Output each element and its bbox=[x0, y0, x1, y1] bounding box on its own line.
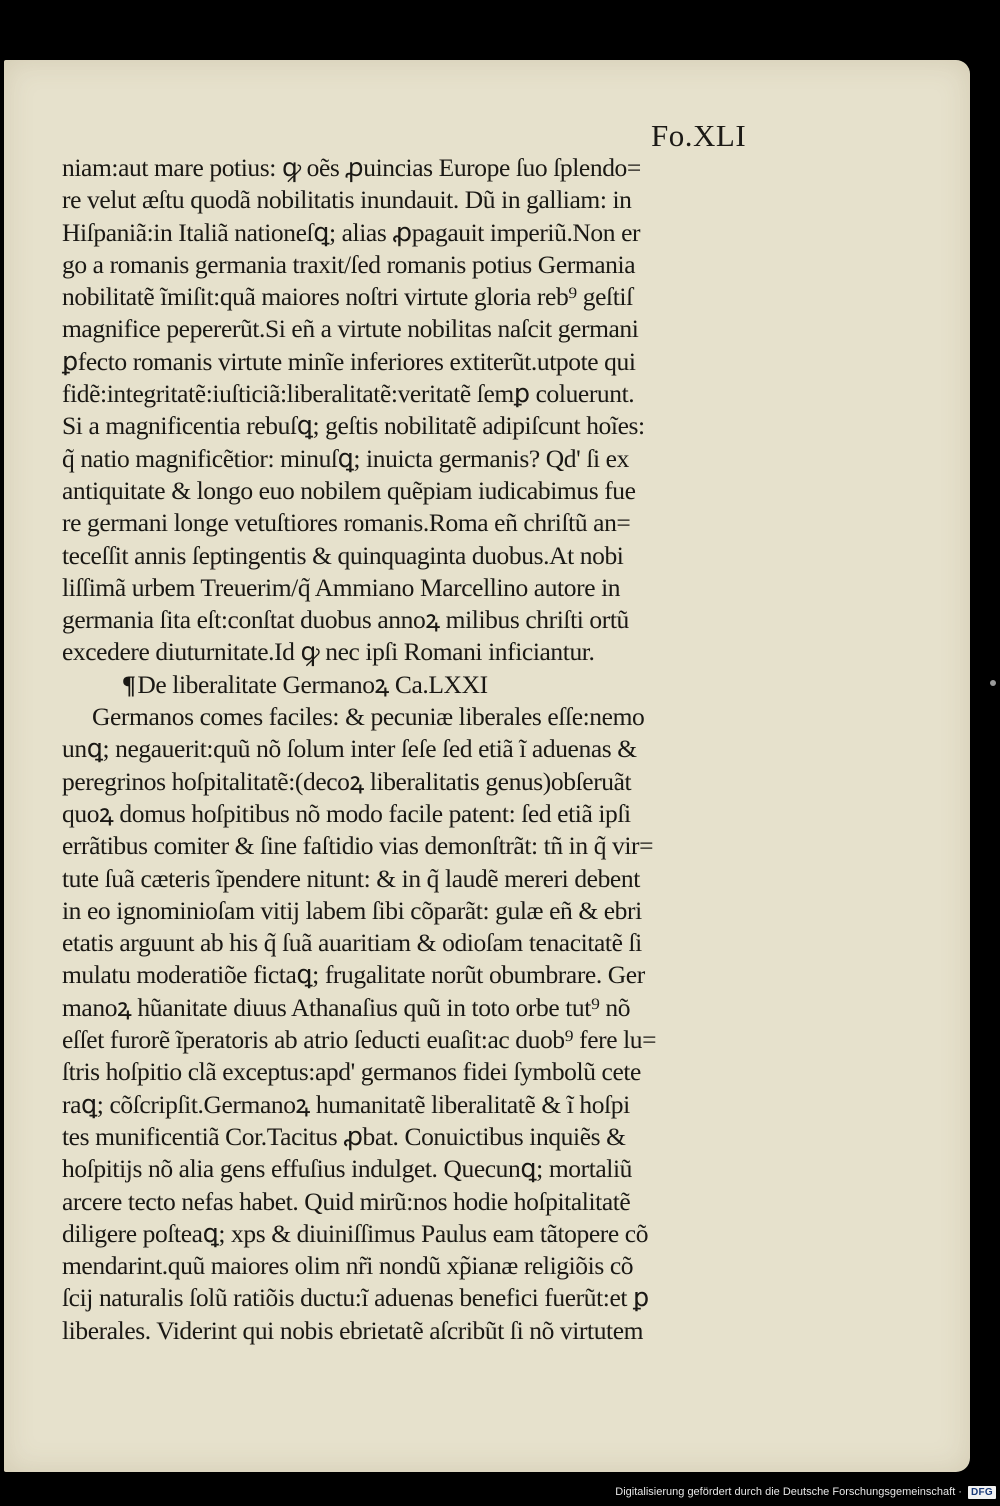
dfg-logo: DFG bbox=[968, 1486, 996, 1499]
text-line: ſtris hoſpitio clã exceptus:apd' germanos fidei ſymbolũ cete bbox=[62, 1057, 641, 1087]
text-line: excedere diuturnitate.Id ꝙ nec ipſi Romani inficiantur. bbox=[62, 637, 595, 667]
text-line: fidẽ:integritatẽ:iuſticiã:liberalitatẽ:veritatẽ ſemꝑ coluerunt. bbox=[62, 379, 635, 409]
text-line: etatis arguunt ab his q̃ ſuã auaritiam & odioſam tenacitatẽ ſi bbox=[62, 928, 642, 958]
text-line: eſſet furorẽ ĩperatoris ab atrio ſeducti euaſit:ac duob⁹ fere lu= bbox=[62, 1025, 657, 1055]
text-line: liſſimã urbem Treuerim/q̃ Ammiano Marcellino autore in bbox=[62, 572, 621, 602]
text-line: liberales. Viderint qui nobis ebrietatẽ aſcribũt ſi nõ virtutem bbox=[62, 1315, 644, 1345]
text-line: magnifice pepererũt.Si eñ a virtute nobilitas naſcit germani bbox=[62, 314, 639, 344]
text-line: re germani longe vetuſtiores romanis.Roma eñ chriſtũ an= bbox=[62, 508, 631, 538]
text-line: antiquitate & longo euo nobilem quẽpiam iudicabimus fue bbox=[62, 475, 636, 505]
text-line: q̃ natio magnificẽtior: minuſꝗ; inuicta germanis? Qd' ſi ex bbox=[62, 443, 629, 473]
text-line: peregrinos hoſpitalitatẽ:(decoꝝ liberalitatis genus)obſeruãt bbox=[62, 766, 632, 796]
text-line: niam:aut mare potius: ꝙ oẽs ꝓuincias Europe ſuo ſplendo= bbox=[62, 153, 641, 182]
text-line: tes munificentiã Cor.Tacitus ꝓbat. Conuictibus inquiẽs & bbox=[62, 1121, 626, 1151]
scan-edge-mark bbox=[990, 680, 996, 686]
text-line: ꝑfecto romanis virtute minĩe inferiores extiterũt.utpote qui bbox=[62, 346, 636, 376]
chapter-heading-text: De liberalitate Germanoꝝ Ca.LXXI bbox=[137, 669, 488, 699]
text-line: in eo ignominioſam vitij labem ſibi cõparãt: gulæ eñ & ebri bbox=[62, 895, 642, 925]
text-line: raꝗ; cõſcripſit.Germanoꝝ humanitatẽ liberalitatẽ & ĩ hoſpi bbox=[62, 1089, 630, 1119]
folio-number: Fo.XLI bbox=[651, 118, 747, 153]
chapter-heading bbox=[62, 669, 762, 701]
text-line: Si a magnificentia rebuſꝗ; geſtis nobilitatẽ adipiſcunt hoĩes: bbox=[62, 411, 645, 441]
text-line: teceſſit annis ſeptingentis & quinquaginta duobus.At nobi bbox=[62, 540, 624, 570]
text-line: errãtibus comiter & ſine faſtidio vias demonſtrãt: tñ in q̃ vir= bbox=[62, 831, 654, 861]
text-line: go a romanis germania traxit/ſed romanis potius Germania bbox=[62, 249, 636, 279]
text-line: arcere tecto nefas habet. Quid mirũ:nos hodie hoſpitalitatẽ bbox=[62, 1186, 631, 1216]
text-line: mendarint.quũ maiores olim nr̃i nondũ xp̃ianæ religiõis cõ bbox=[62, 1251, 634, 1281]
text-line: mulatu moderatiõe fictaꝗ; frugalitate norũt obumbrare. Ger bbox=[62, 960, 645, 990]
text-line: re velut æſtu quodã nobilitatis inundauit. Dũ in galliam: in bbox=[62, 185, 632, 215]
pilcrow-icon: ¶ bbox=[122, 669, 136, 699]
text-block bbox=[62, 152, 762, 1347]
text-line: hoſpitijs nõ alia gens effuſius indulget. Quecunꝗ; mortaliũ bbox=[62, 1154, 633, 1184]
digitization-credit bbox=[615, 1484, 996, 1500]
credit-text: Digitalisierung gefördert durch die Deutsche Forschungsgemeinschaft · bbox=[615, 1486, 962, 1498]
text-line: diligere poſteaꝗ; xps & diuiniſſimus Paulus eam tãtopere cõ bbox=[62, 1218, 649, 1248]
text-line: unꝗ; negauerit:quũ nõ ſolum inter ſeſe ſed etiã ĩ aduenas & bbox=[62, 734, 637, 764]
text-line: manoꝝ hũanitate diuus Athanaſius quũ in toto orbe tut⁹ nõ bbox=[62, 992, 631, 1022]
text-line: tute ſuã cæteris ĩpendere nitunt: & in q̃ laudẽ mereri debent bbox=[62, 863, 640, 893]
text-line: germania ſita eſt:conſtat duobus annoꝝ milibus chriſti ortũ bbox=[62, 605, 629, 635]
text-line: ſcij naturalis ſolũ ratiõis ductu:ĩ aduenas benefici fuerũt:et ꝑ bbox=[62, 1283, 649, 1313]
text-line: Germanos comes faciles: & pecuniæ liberales eſſe:nemo bbox=[92, 702, 645, 732]
text-line: Hiſpaniã:in Italiã nationeſꝗ; alias ꝓpagauit imperiũ.Non er bbox=[62, 217, 641, 247]
text-line: nobilitatẽ ĩmiſit:quã maiores noſtri virtute gloria reb⁹ geſtiſ bbox=[62, 282, 633, 312]
text-line: quoꝝ domus hoſpitibus nõ modo facile patent: ſed etiã ipſi bbox=[62, 798, 631, 828]
